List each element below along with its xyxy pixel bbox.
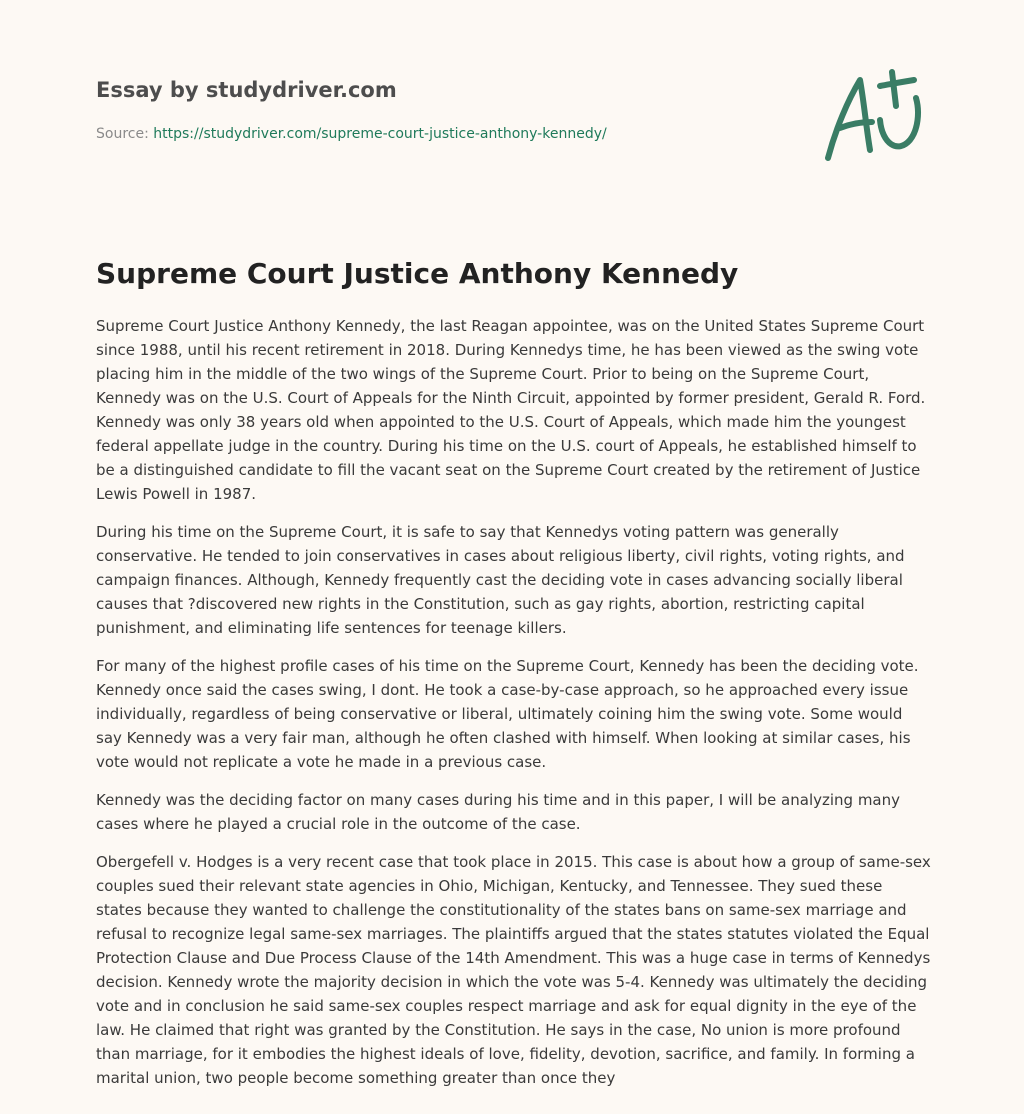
source-label: Source:: [96, 126, 149, 142]
source-link[interactable]: https://studydriver.com/supreme-court-justice-anthony-kennedy/: [153, 126, 607, 142]
essay-paragraph: Supreme Court Justice Anthony Kennedy, the last Reagan appointee, was on the United States Supreme Court since 1988, until his recent retirement in 2018. During Kennedys time, he has been viewed as the swing vote placing him in the middle of the two wings of the Supreme Court. Prior to being on the Supreme Court, Kennedy was on the U.S. Court of Appeals for the Ninth Circuit, appointed by former president, Gerald R. Ford. Kennedy was only 38 years old when appointed to the U.S. Court of Appeals, which made him the youngest federal appellate judge in the country. During his time on the U.S. court of Appeals, he established himself to be a distinguished candidate to fill the vacant seat on the Supreme Court created by the retirement of Justice Lewis Powell in 1987.: [96, 317, 926, 503]
essay-paragraph: Obergefell v. Hodges is a very recent case that took place in 2015. This case is about how a group of same-sex couples sued their relevant state agencies in Ohio, Michigan, Kentucky, and Tennessee. They sued these states because they wanted to challenge the constitutionality of the states bans on same-sex marriage and refusal to recognize legal same-sex marriages. The plaintiffs argued that the states statutes violated the Equal Protection Clause and Due Process Clause of the 14th Amendment. This was a huge case in terms of Kennedys decision. Kennedy wrote the majority decision in which the vote was 5-4. Kennedy was ultimately the deciding vote and in conclusion he said same-sex couples respect marriage and ask for equal dignity in the eye of the law. He claimed that right was granted by the Constitution. He says in the case, No union is more profound than marriage, for it embodies the highest ideals of love, fidelity, devotion, sacrifice, and family. In forming a marital union, two people become something greater than once they: [96, 853, 931, 1087]
essay-body: [96, 314, 932, 1104]
a-plus-logo-icon: [818, 66, 930, 166]
site-brand: Essay by studydriver.com: [96, 78, 397, 102]
essay-title: Supreme Court Justice Anthony Kennedy: [96, 257, 739, 290]
page-header: [96, 76, 796, 143]
essay-paragraph: For many of the highest profile cases of his time on the Supreme Court, Kennedy has been the deciding vote. Kennedy once said the cases swing, I dont. He took a case-by-case approach, so he approached every issue individually, regardless of being conservative or liberal, ultimately coining him the swing vote. Some would say Kennedy was a very fair man, although he often clashed with himself. When looking at similar cases, his vote would not replicate a vote he made in a previous case.: [96, 657, 919, 771]
essay-paragraph: During his time on the Supreme Court, it is safe to say that Kennedys voting pattern was generally conservative. He tended to join conservatives in cases about religious liberty, civil rights, voting rights, and campaign finances. Although, Kennedy frequently cast the deciding vote in cases advancing socially liberal causes that ?discovered new rights in the Constitution, such as gay rights, abortion, restricting capital punishment, and eliminating life sentences for teenage killers.: [96, 523, 905, 637]
essay-paragraph: Kennedy was the deciding factor on many cases during his time and in this paper, I will be analyzing many cases where he played a crucial role in the outcome of the case.: [96, 791, 901, 833]
source-line: [96, 125, 796, 143]
